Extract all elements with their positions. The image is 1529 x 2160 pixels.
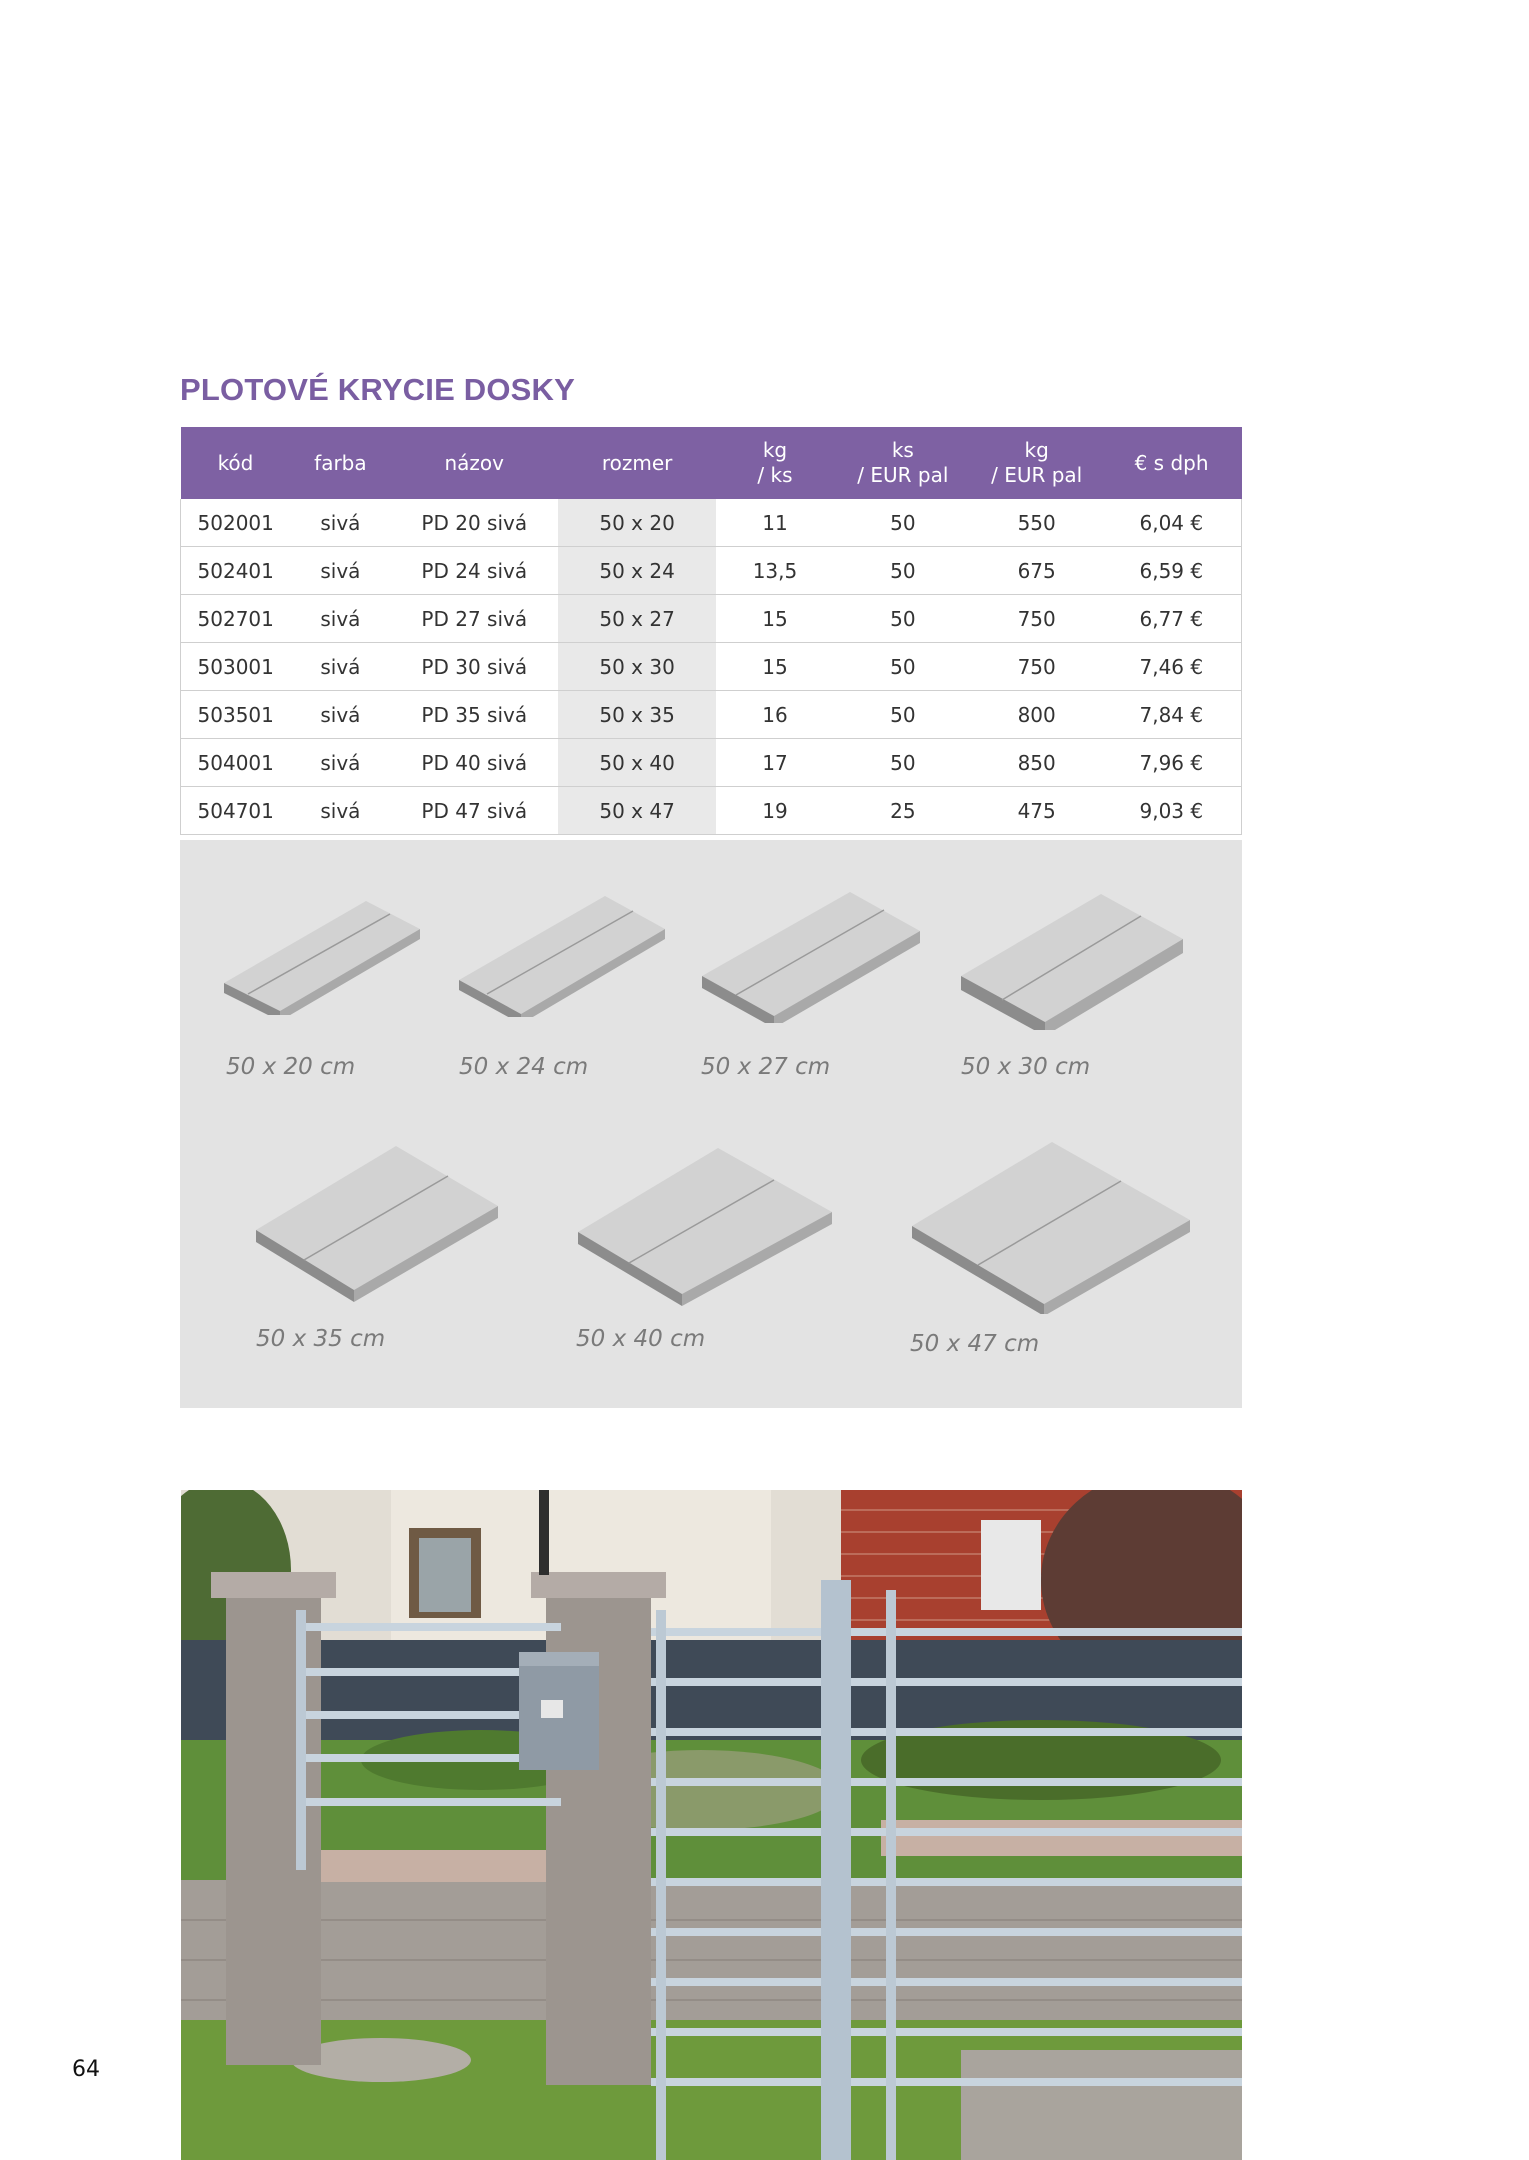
cell-ks-pal: 50: [834, 595, 972, 643]
cell-price: 7,84 €: [1102, 691, 1242, 739]
cell-ks-pal: 25: [834, 787, 972, 835]
cell-name: PD 30 sivá: [390, 643, 558, 691]
cell-kg-pal: 550: [972, 499, 1102, 547]
cell-color: sivá: [290, 787, 390, 835]
table-header-row: [181, 427, 1242, 499]
table-row: [181, 547, 1242, 595]
slab-illustration-50x35: [252, 1142, 508, 1302]
cell-kg-ks: 19: [716, 787, 834, 835]
header-ks-eur-pal: ks / EUR pal: [834, 427, 972, 499]
cell-name: PD 20 sivá: [390, 499, 558, 547]
cell-name: PD 24 sivá: [390, 547, 558, 595]
cell-size: 50 x 47: [558, 787, 716, 835]
cell-kg-pal: 675: [972, 547, 1102, 595]
cell-code: 503501: [181, 691, 291, 739]
cell-price: 7,96 €: [1102, 739, 1242, 787]
header-kg-eur-pal: kg / EUR pal: [972, 427, 1102, 499]
slab-illustration-panel: [180, 840, 1242, 1408]
table-row: [181, 595, 1242, 643]
cell-price: 7,46 €: [1102, 643, 1242, 691]
cell-code: 502401: [181, 547, 291, 595]
cell-color: sivá: [290, 499, 390, 547]
cell-size: 50 x 40: [558, 739, 716, 787]
cell-kg-ks: 15: [716, 595, 834, 643]
cell-name: PD 40 sivá: [390, 739, 558, 787]
slab-caption: 50 x 24 cm: [459, 1054, 589, 1080]
table-row: [181, 499, 1242, 547]
slab-illustration-50x20: [220, 895, 430, 1015]
slab-illustration-50x24: [455, 892, 675, 1017]
cell-color: sivá: [290, 547, 390, 595]
table-row: [181, 691, 1242, 739]
cell-code: 504701: [181, 787, 291, 835]
cell-ks-pal: 50: [834, 499, 972, 547]
slab-illustration-50x27: [698, 888, 928, 1023]
cell-kg-ks: 11: [716, 499, 834, 547]
cell-code: 502701: [181, 595, 291, 643]
slab-illustration-50x40: [574, 1144, 842, 1306]
slab-illustration-50x47: [908, 1138, 1198, 1314]
cell-kg-ks: 16: [716, 691, 834, 739]
cell-size: 50 x 30: [558, 643, 716, 691]
cell-price: 6,59 €: [1102, 547, 1242, 595]
cell-kg-pal: 750: [972, 595, 1102, 643]
cell-ks-pal: 50: [834, 691, 972, 739]
cell-color: sivá: [290, 595, 390, 643]
cell-color: sivá: [290, 691, 390, 739]
cell-kg-ks: 17: [716, 739, 834, 787]
section-title: PLOTOVÉ KRYCIE DOSKY: [180, 372, 576, 407]
table-row: [181, 787, 1242, 835]
slab-caption: 50 x 47 cm: [910, 1331, 1040, 1357]
cell-size: 50 x 35: [558, 691, 716, 739]
cell-color: sivá: [290, 739, 390, 787]
cell-kg-ks: 15: [716, 643, 834, 691]
cell-price: 6,77 €: [1102, 595, 1242, 643]
cell-name: PD 35 sivá: [390, 691, 558, 739]
product-table: [180, 427, 1242, 835]
cell-ks-pal: 50: [834, 547, 972, 595]
page-number: 64: [72, 2057, 100, 2082]
slab-caption: 50 x 20 cm: [226, 1054, 356, 1080]
header-farba: farba: [290, 427, 390, 499]
table-row: [181, 643, 1242, 691]
slab-illustration-50x30: [957, 890, 1197, 1030]
header-kg-ks: kg / ks: [716, 427, 834, 499]
cell-code: 503001: [181, 643, 291, 691]
cell-price: 6,04 €: [1102, 499, 1242, 547]
header-kod: kód: [181, 427, 291, 499]
fence-photo: [181, 1490, 1242, 2160]
cell-kg-pal: 800: [972, 691, 1102, 739]
cell-size: 50 x 24: [558, 547, 716, 595]
fence-gate-illustration: [181, 1490, 1242, 2160]
slab-caption: 50 x 27 cm: [701, 1054, 831, 1080]
cell-color: sivá: [290, 643, 390, 691]
slab-caption: 50 x 30 cm: [961, 1054, 1091, 1080]
cell-size: 50 x 20: [558, 499, 716, 547]
cell-kg-pal: 750: [972, 643, 1102, 691]
header-nazov: názov: [390, 427, 558, 499]
cell-code: 504001: [181, 739, 291, 787]
cell-ks-pal: 50: [834, 739, 972, 787]
cell-size: 50 x 27: [558, 595, 716, 643]
table-row: [181, 739, 1242, 787]
cell-name: PD 47 sivá: [390, 787, 558, 835]
cell-ks-pal: 50: [834, 643, 972, 691]
cell-kg-pal: 475: [972, 787, 1102, 835]
slab-caption: 50 x 40 cm: [576, 1326, 706, 1352]
cell-kg-pal: 850: [972, 739, 1102, 787]
cell-code: 502001: [181, 499, 291, 547]
header-price: € s dph: [1102, 427, 1242, 499]
cell-price: 9,03 €: [1102, 787, 1242, 835]
header-rozmer: rozmer: [558, 427, 716, 499]
cell-name: PD 27 sivá: [390, 595, 558, 643]
cell-kg-ks: 13,5: [716, 547, 834, 595]
slab-caption: 50 x 35 cm: [256, 1326, 386, 1352]
